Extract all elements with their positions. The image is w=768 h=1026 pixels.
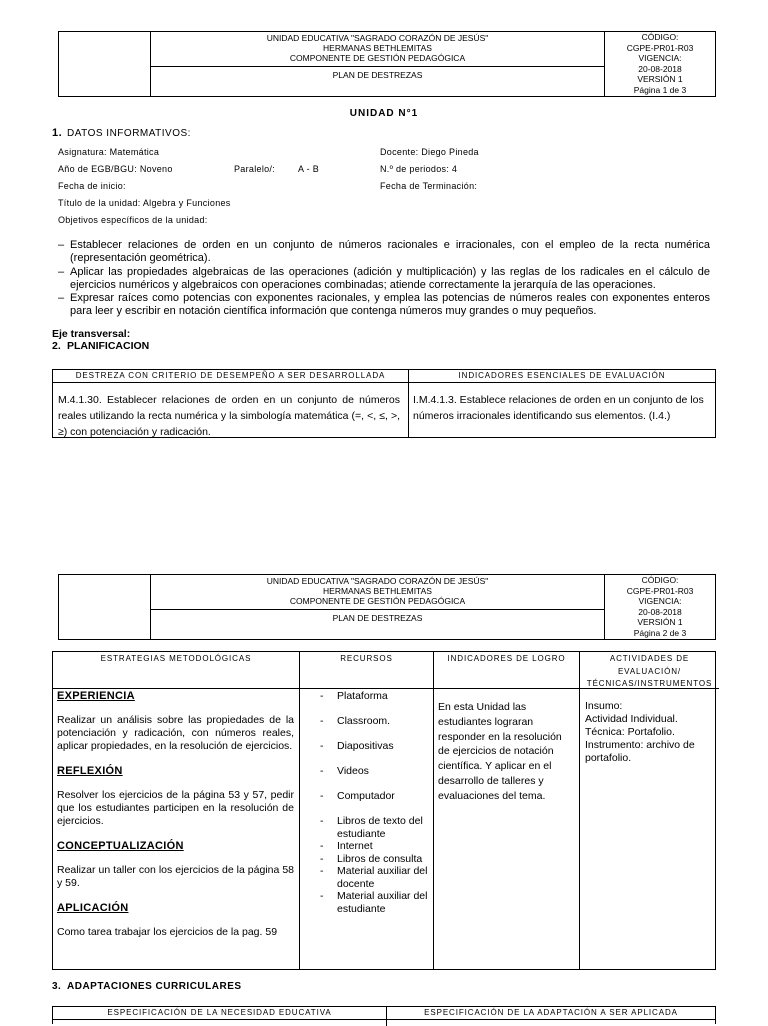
objectives-list [58, 239, 710, 319]
resource-item [300, 765, 430, 778]
resource-text: Libros de consulta [337, 852, 423, 865]
resource-item [300, 740, 430, 753]
section3-heading [52, 981, 242, 992]
resource-text: Internet [337, 840, 373, 852]
objective-text: Expresar raíces como potencias con exponentes racionales, y emplea las potencias de números reales con exponentes enteros para leer y escribir en notación científica información que contenga números muy grandes o muy pequeños. [70, 292, 710, 317]
skill-cell: M.4.1.30. Establecer relaciones de orden en un conjunto de números reales utilizando la recta numérica y la simbología matemática (=, <, ≤, >, ≥) con potenciación y radicación. [53, 383, 409, 438]
resource-item [300, 840, 430, 853]
institution-congregation: HERMANAS BETHLEMITAS [323, 43, 432, 53]
resource-text: Computador [337, 790, 395, 802]
institution-name: UNIDAD EDUCATIVA "SAGRADO CORAZÓN DE JESÚS" [266, 33, 489, 43]
bullet-dash: - [320, 740, 324, 752]
validity-date: 20-08-2018 [638, 63, 682, 74]
section2-number: 2. [52, 340, 61, 352]
logo-cell [59, 32, 151, 96]
resource-item [300, 815, 430, 840]
resource-item [300, 715, 430, 728]
unit-title: UNIDAD N°1 [349, 108, 419, 119]
objective-text: Establecer relaciones de orden en un conjunto de números racionales e irracionales, con el empleo de la recta numérica (representación geométrica). [70, 239, 710, 264]
resources-cell [299, 689, 433, 969]
activities-table [52, 651, 716, 970]
achievement-cell [433, 689, 579, 969]
planning-table [52, 369, 716, 438]
bullet-dash: – [58, 292, 65, 304]
skill-column-header: DESTREZA CON CRITERIO DE DESEMPEÑO A SER DESARROLLADA [53, 370, 409, 382]
bullet-dash: - [320, 865, 324, 877]
strategies-cell [53, 689, 299, 969]
phase-text: Resolver los ejercicios de la página 53 y 57, pedir que los estudiantes participen en la resolución de ejercicios. [57, 789, 294, 827]
resources-column-header: RECURSOS [299, 652, 433, 689]
bullet-dash: - [320, 765, 324, 777]
resource-text: Material auxiliar del docente [337, 865, 428, 890]
evaluation-input: Insumo: [585, 700, 623, 712]
logo-cell [59, 575, 151, 639]
section1-heading [52, 127, 191, 139]
resource-item [300, 790, 430, 803]
adaptations-table-row [53, 1020, 715, 1026]
subject-field: Asignatura: Matemática [58, 147, 160, 157]
code-value: CGPE-PR01-R03 [626, 42, 694, 53]
bullet-dash: – [58, 239, 65, 251]
objective-item [58, 239, 710, 265]
need-column-header: ESPECIFICACIÓN DE LA NECESIDAD EDUCATIVA [53, 1007, 387, 1019]
achievement-text: En esta Unidad las estudiantes lograran responder en la resolución de ejercicios de notación científica. Y aplicar en el desarrollo de talleres y evaluaciones del tema. [438, 701, 562, 802]
document-control-block [604, 575, 715, 639]
resource-item [300, 865, 430, 890]
code-label: CÓDIGO: [641, 575, 679, 585]
version: VERSIÓN 1 [637, 74, 683, 85]
adaptations-table [52, 1006, 716, 1024]
section2-heading [52, 340, 149, 352]
resource-item [300, 690, 430, 703]
unit-name-field: Título de la unidad: Algebra y Funciones [58, 198, 231, 208]
adaptations-table-header [53, 1007, 715, 1020]
phase-heading: REFLEXIÓN [57, 765, 123, 777]
version: VERSIÓN 1 [637, 617, 683, 628]
resource-text: Plataforma [337, 690, 388, 702]
page-number: Página 1 de 3 [633, 84, 687, 95]
parallel-value: A - B [298, 164, 320, 174]
phase-heading: APLICACIÓN [57, 902, 129, 914]
resource-text: Libros de texto del estudiante [337, 815, 423, 840]
start-date-field: Fecha de inicio: [58, 181, 126, 191]
evaluation-activity: Actividad Individual. [585, 713, 678, 725]
page-number: Página 2 de 3 [633, 627, 687, 638]
evaluation-column-header: ACTIVIDADES DE EVALUACIÓN/ TÉCNICAS/INSTRUMENTOS [579, 652, 719, 689]
bullet-dash: - [320, 715, 324, 727]
objectives-label: Objetivos específicos de la unidad: [58, 215, 208, 225]
institution-block [151, 575, 604, 610]
bullet-dash: - [320, 890, 324, 902]
adaptation-cell [387, 1020, 715, 1026]
objective-item [58, 266, 710, 292]
section1-title: DATOS INFORMATIVOS: [67, 128, 191, 139]
objective-text: Aplicar las propiedades algebraicas de las operaciones (adición y multiplicación) y las reglas de los radicales en el cálculo de ejercicios numéricos y algebraicos con operaciones combinadas; atiende correctamente la jerarquía de las operaciones. [70, 265, 710, 291]
phase-heading: EXPERIENCIA [57, 690, 135, 702]
page2-header [58, 574, 716, 640]
achievement-column-header: INDICADORES DE LOGRO [433, 652, 579, 689]
cross-axis-label: Eje transversal: [52, 328, 131, 340]
planning-table-row [53, 383, 715, 438]
resource-item [300, 853, 430, 866]
phase-heading: CONCEPTUALIZACIÓN [57, 840, 184, 852]
planning-table-header [53, 370, 715, 383]
parallel-label: Paralelo/: [234, 164, 276, 174]
institution-component: COMPONENTE DE GESTIÓN PEDAGÓGICA [289, 53, 466, 63]
evaluation-cell [579, 689, 719, 969]
resource-text: Diapositivas [337, 740, 394, 752]
resource-item [300, 890, 430, 915]
need-cell [53, 1020, 387, 1026]
document-title: PLAN DE DESTREZAS [332, 70, 423, 80]
code-value: CGPE-PR01-R03 [626, 585, 694, 596]
institution-name: UNIDAD EDUCATIVA "SAGRADO CORAZÓN DE JESÚS" [266, 576, 489, 586]
document-control-block [604, 32, 715, 96]
section3-number: 3. [52, 981, 62, 992]
section2-title: PLANIFICACION [67, 340, 150, 352]
resource-text: Classroom. [337, 715, 391, 727]
institution-block [151, 32, 604, 67]
evaluation-technique: Técnica: Portafolio. [585, 726, 675, 738]
bullet-dash: - [320, 790, 324, 802]
institution-component: COMPONENTE DE GESTIÓN PEDAGÓGICA [289, 596, 466, 606]
resource-text: Material auxiliar del estudiante [337, 890, 428, 915]
teacher-field: Docente: Diego Pineda [380, 147, 479, 157]
periods-field: N.º de periodos: 4 [380, 164, 458, 174]
indicator-cell: I.M.4.1.3. Establece relaciones de orden en un conjunto de los números irracionales identificando sus elementos. (I.4.) [413, 394, 704, 422]
validity-date: 20-08-2018 [638, 606, 682, 617]
bullet-dash: - [320, 852, 324, 865]
bullet-dash: - [320, 815, 324, 827]
indicator-column-header: INDICADORES ESENCIALES DE EVALUACIÓN [458, 371, 666, 380]
section1-number: 1. [52, 127, 63, 139]
page1-header [58, 31, 716, 97]
bullet-dash: - [320, 690, 324, 702]
objective-item [58, 292, 710, 318]
phase-text: Como tarea trabajar los ejercicios de la pag. 59 [57, 926, 278, 938]
resource-text: Videos [337, 765, 369, 777]
strategies-column-header: ESTRATEGIAS METODOLÓGICAS [53, 652, 299, 689]
evaluation-instrument: Instrumento: archivo de portafolio. [585, 739, 695, 764]
end-date-field: Fecha de Terminación: [380, 181, 478, 191]
document-title: PLAN DE DESTREZAS [332, 613, 423, 623]
adaptation-column-header: ESPECIFICACIÓN DE LA ADAPTACIÓN A SER APLICADA [424, 1008, 678, 1017]
phase-text: Realizar un análisis sobre las propiedades de la potenciación y radicación, con números reales, aplicar propiedades, en la resolución de ejercicios. [57, 714, 294, 752]
code-label: CÓDIGO: [641, 32, 679, 42]
bullet-dash: – [58, 265, 65, 278]
bullet-dash: - [320, 840, 324, 852]
validity-label: VIGENCIA: [638, 53, 682, 64]
validity-label: VIGENCIA: [638, 596, 682, 607]
phase-text: Realizar un taller con los ejercicios de la página 58 y 59. [57, 864, 294, 889]
section3-title: ADAPTACIONES CURRICULARES [67, 981, 242, 992]
grade-field: Año de EGB/BGU: Noveno [58, 164, 173, 174]
institution-congregation: HERMANAS BETHLEMITAS [323, 586, 432, 596]
